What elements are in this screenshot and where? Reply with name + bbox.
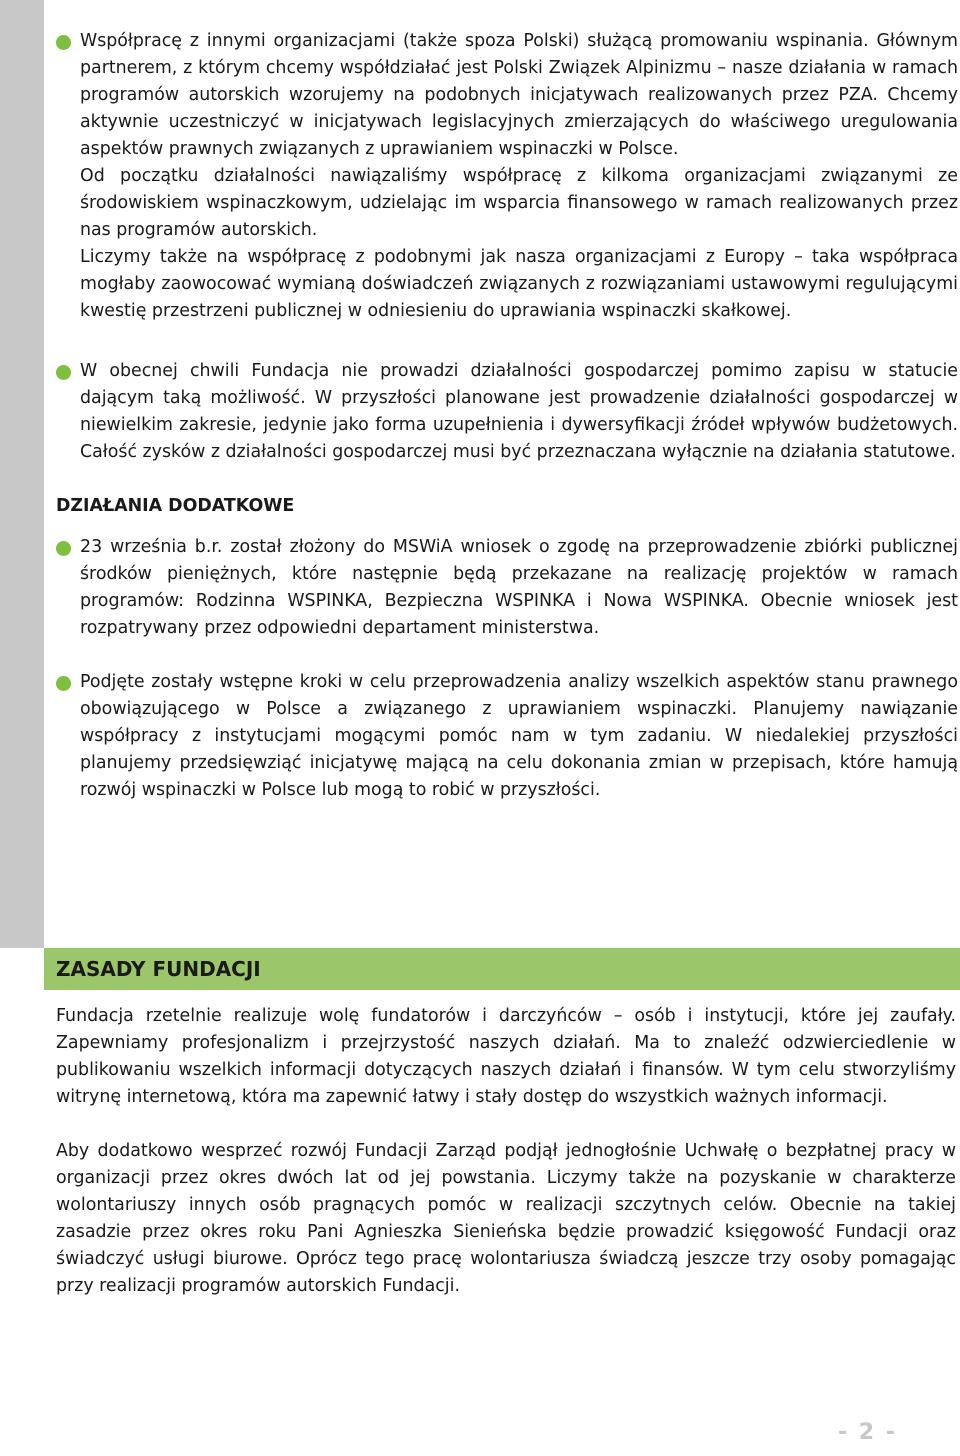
bullet-icon — [56, 541, 71, 556]
bullet-text: Od początku działalności nawiązaliśmy współpracę z kilkoma organizacjami związanymi ze środowiskiem wspinaczkowym, udzielając im wsparcia finansowego w ramach realizowanych przez nas programów autorskich. — [80, 166, 958, 240]
bullet-legal-analysis — [56, 669, 958, 804]
bullet-icon — [56, 676, 71, 691]
section-title: ZASADY FUNDACJI — [56, 957, 261, 981]
bullet-text: Liczymy także na współpracę z podobnymi jak nasza organizacjami z Europy – taka współpraca mogłaby zaowocować wymianą doświadczeń związanych z rozwiązaniami ustawowymi regulującymi kwestię przestrzeni publicznej w odniesieniu do uprawiania wspinaczki skałkowej. — [80, 247, 958, 321]
section-content — [56, 1003, 956, 1300]
bullet-icon — [56, 35, 71, 50]
bullet-text: 23 września b.r. został złożony do MSWiA wniosek o zgodę na przeprowadzenie zbiórki publicznej środków pieniężnych, które następnie będą przekazane na realizację projektów w ramach programów: Rodzinna WSPINKA, Bezpieczna WSPINKA i Nowa WSPINKA. Obecnie wniosek jest rozpatrywany przez odpowiedni departament ministerstwa. — [80, 537, 958, 638]
bullet-text: Podjęte zostały wstępne kroki w celu przeprowadzenia analizy wszelkich aspektów stanu prawnego obowiązującego w Polsce a związanego z uprawianiem wspinaczki. Planujemy nawiązanie współpracy z instytucjami mogącymi pomóc nam w tym zadaniu. W niedalekiej przyszłości planujemy przedsięwziąć inicjatywę mającą na celu dokonania zmian w przepisach, które hamują rozwój wspinaczki w Polsce lub mogą to robić w przyszłości. — [80, 672, 958, 800]
paragraph: Aby dodatkowo wesprzeć rozwój Fundacji Zarząd podjął jednogłośnie Uchwałę o bezpłatnej pracy w organizacji przez okres dwóch lat od jej powstania. Liczymy także na pozyskanie w charakterze wolontariuszy innych osób pragnących pomóc w realizacji szczytnych celów. Obecnie na takiej zasadzie przez okres roku Pani Agnieszka Sienieńska będzie prowadzić księgowość Fundacji oraz świadczyć usługi biurowe. Oprócz tego pracę wolontariusza świadczą jeszcze trzy osoby pomagając przy realizacji programów autorskich Fundacji. — [56, 1141, 956, 1296]
page-number: - 2 - — [838, 1420, 897, 1445]
bullet-text: Współpracę z innymi organizacjami (także spoza Polski) służącą promowaniu wspinania. Głównym partnerem, z którym chcemy współdziałać jest Polski Związek Alpinizmu – nasze działania w ramach programów autorskich wzorujemy na podobnych inicjatywach realizowanych przez PZA. Chcemy aktywnie uczestniczyć w inicjatywach legislacyjnych zmierzających do właściwego uregulowania aspektów prawnych związanych z uprawianiem wspinaczki w Polsce. — [80, 31, 958, 159]
paragraph: Fundacja rzetelnie realizuje wolę fundatorów i darczyńców – osób i instytucji, które jej zaufały. Zapewniamy profesjonalizm i przejrzystość naszych działań. Ma to znaleźć odzwierciedlenie w publikowaniu wszelkich informacji dotyczących naszych działań i finansów. W tym celu stworzyliśmy witrynę internetową, która ma zapewnić łatwy i stały dostęp do wszystkich ważnych informacji. — [56, 1006, 956, 1107]
left-margin-bar — [0, 0, 44, 948]
bullet-cooperation — [56, 28, 958, 325]
upper-content — [56, 28, 958, 804]
bullet-icon — [56, 365, 71, 380]
subheading: DZIAŁANIA DODATKOWE — [56, 496, 295, 516]
bullet-text: W obecnej chwili Fundacja nie prowadzi działalności gospodarczej pomimo zapisu w statucie dającym taką możliwość. W przyszłości planowane jest prowadzenie działalności gospodarczej w niewielkim zakresie, jedynie jako forma uzupełnienia i dywersyfikacji źródeł wpływów budżetowych. Całość zysków z działalności gospodarczej musi być przeznaczana wyłącznie na działania statutowe. — [80, 361, 958, 462]
bullet-fundraising — [56, 534, 958, 642]
bullet-business-activity — [56, 358, 958, 466]
